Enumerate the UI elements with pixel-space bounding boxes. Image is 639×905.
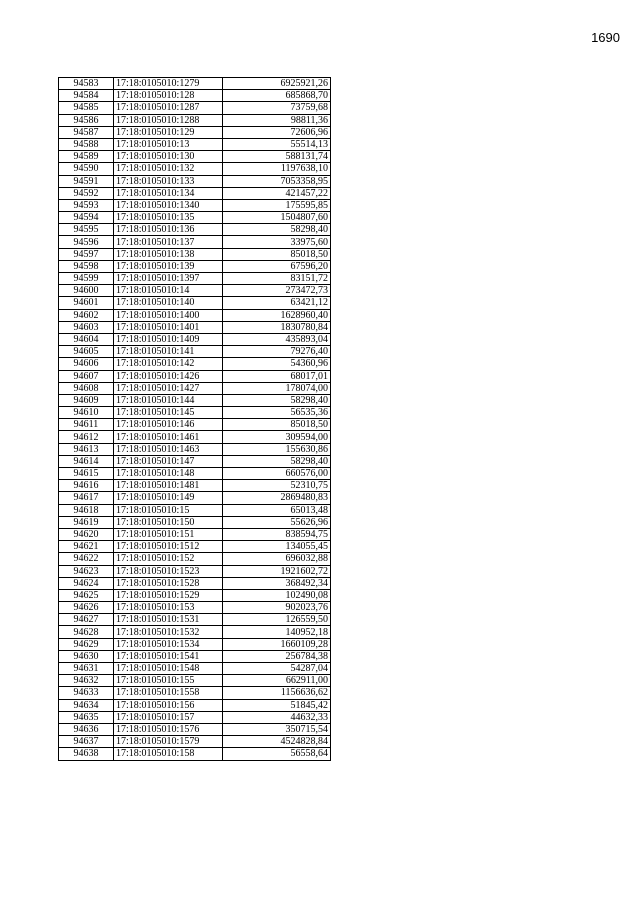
- cadastral-number: 17:18:0105010:1279: [114, 78, 223, 90]
- cadastral-value: 54287,04: [223, 663, 331, 675]
- cadastral-value: 56535,36: [223, 407, 331, 419]
- cadastral-value: 1830780,84: [223, 321, 331, 333]
- row-number: 94593: [59, 199, 114, 211]
- cadastral-value: 79276,40: [223, 346, 331, 358]
- table-row: [59, 407, 331, 419]
- row-number: 94609: [59, 394, 114, 406]
- table-row: [59, 297, 331, 309]
- row-number: 94585: [59, 102, 114, 114]
- cadastral-number: 17:18:0105010:155: [114, 675, 223, 687]
- table-row: [59, 602, 331, 614]
- row-number: 94638: [59, 748, 114, 760]
- row-number: 94633: [59, 687, 114, 699]
- cadastral-value: 44632,33: [223, 711, 331, 723]
- row-number: 94623: [59, 565, 114, 577]
- table-row: [59, 480, 331, 492]
- table-row: [59, 663, 331, 675]
- table-row: [59, 723, 331, 735]
- table-row: [59, 528, 331, 540]
- cadastral-number: 17:18:0105010:15: [114, 504, 223, 516]
- cadastral-number: 17:18:0105010:132: [114, 163, 223, 175]
- table-row: [59, 638, 331, 650]
- cadastral-number: 17:18:0105010:129: [114, 126, 223, 138]
- cadastral-value: 140952,18: [223, 626, 331, 638]
- cadastral-number: 17:18:0105010:1523: [114, 565, 223, 577]
- cadastral-value: 58298,40: [223, 224, 331, 236]
- row-number: 94612: [59, 431, 114, 443]
- row-number: 94625: [59, 589, 114, 601]
- cadastral-value: 309594,00: [223, 431, 331, 443]
- cadastral-number: 17:18:0105010:1534: [114, 638, 223, 650]
- cadastral-value: 1197638,10: [223, 163, 331, 175]
- cadastral-value: 1921602,72: [223, 565, 331, 577]
- row-number: 94589: [59, 151, 114, 163]
- cadastral-value: 256784,38: [223, 650, 331, 662]
- cadastral-number: 17:18:0105010:1427: [114, 382, 223, 394]
- row-number: 94618: [59, 504, 114, 516]
- table-row: [59, 687, 331, 699]
- cadastral-number: 17:18:0105010:1541: [114, 650, 223, 662]
- cadastral-number: 17:18:0105010:145: [114, 407, 223, 419]
- table-row: [59, 553, 331, 565]
- cadastral-number: 17:18:0105010:1426: [114, 370, 223, 382]
- cadastral-number: 17:18:0105010:157: [114, 711, 223, 723]
- table-row: [59, 370, 331, 382]
- cadastral-number: 17:18:0105010:156: [114, 699, 223, 711]
- table-row: [59, 443, 331, 455]
- table-row: [59, 382, 331, 394]
- row-number: 94632: [59, 675, 114, 687]
- cadastral-number: 17:18:0105010:128: [114, 90, 223, 102]
- table-row: [59, 236, 331, 248]
- cadastral-number: 17:18:0105010:1579: [114, 736, 223, 748]
- table-row: [59, 711, 331, 723]
- table-row: [59, 492, 331, 504]
- table-row: [59, 285, 331, 297]
- cadastral-value: 65013,48: [223, 504, 331, 516]
- cadastral-number: 17:18:0105010:1531: [114, 614, 223, 626]
- cadastral-number: 17:18:0105010:1481: [114, 480, 223, 492]
- cadastral-number: 17:18:0105010:13: [114, 138, 223, 150]
- row-number: 94615: [59, 468, 114, 480]
- cadastral-value: 126559,50: [223, 614, 331, 626]
- table-row: [59, 577, 331, 589]
- cadastral-value: 696032,88: [223, 553, 331, 565]
- cadastral-value: 52310,75: [223, 480, 331, 492]
- table-row: [59, 504, 331, 516]
- row-number: 94607: [59, 370, 114, 382]
- table-body: [59, 78, 331, 761]
- table-row: [59, 321, 331, 333]
- table-row: [59, 212, 331, 224]
- table-row: [59, 102, 331, 114]
- cadastral-value: 902023,76: [223, 602, 331, 614]
- cadastral-value: 838594,75: [223, 528, 331, 540]
- cadastral-value: 102490,08: [223, 589, 331, 601]
- cadastral-value: 51845,42: [223, 699, 331, 711]
- table-row: [59, 346, 331, 358]
- table-row: [59, 394, 331, 406]
- cadastral-number: 17:18:0105010:1397: [114, 273, 223, 285]
- row-number: 94636: [59, 723, 114, 735]
- cadastral-number: 17:18:0105010:136: [114, 224, 223, 236]
- row-number: 94631: [59, 663, 114, 675]
- row-number: 94628: [59, 626, 114, 638]
- table-row: [59, 199, 331, 211]
- cadastral-number: 17:18:0105010:1461: [114, 431, 223, 443]
- row-number: 94635: [59, 711, 114, 723]
- table-row: [59, 565, 331, 577]
- cadastral-value: 67596,20: [223, 260, 331, 272]
- table-row: [59, 516, 331, 528]
- cadastral-number: 17:18:0105010:1463: [114, 443, 223, 455]
- cadastral-number: 17:18:0105010:144: [114, 394, 223, 406]
- row-number: 94596: [59, 236, 114, 248]
- cadastral-number: 17:18:0105010:130: [114, 151, 223, 163]
- row-number: 94598: [59, 260, 114, 272]
- cadastral-number: 17:18:0105010:1340: [114, 199, 223, 211]
- cadastral-value: 588131,74: [223, 151, 331, 163]
- cadastral-number: 17:18:0105010:134: [114, 187, 223, 199]
- cadastral-value: 58298,40: [223, 455, 331, 467]
- cadastral-value: 55626,96: [223, 516, 331, 528]
- table-row: [59, 675, 331, 687]
- table-row: [59, 114, 331, 126]
- row-number: 94588: [59, 138, 114, 150]
- row-number: 94621: [59, 541, 114, 553]
- cadastral-number: 17:18:0105010:152: [114, 553, 223, 565]
- cadastral-number: 17:18:0105010:1532: [114, 626, 223, 638]
- cadastral-value: 58298,40: [223, 394, 331, 406]
- cadastral-number: 17:18:0105010:135: [114, 212, 223, 224]
- page-number: 1690: [591, 30, 620, 45]
- row-number: 94619: [59, 516, 114, 528]
- row-number: 94590: [59, 163, 114, 175]
- table-row: [59, 541, 331, 553]
- row-number: 94605: [59, 346, 114, 358]
- cadastral-number: 17:18:0105010:1558: [114, 687, 223, 699]
- cadastral-value: 4524828,84: [223, 736, 331, 748]
- row-number: 94594: [59, 212, 114, 224]
- table-row: [59, 309, 331, 321]
- cadastral-value: 273472,73: [223, 285, 331, 297]
- row-number: 94614: [59, 455, 114, 467]
- row-number: 94608: [59, 382, 114, 394]
- cadastral-value: 155630,86: [223, 443, 331, 455]
- cadastral-value: 85018,50: [223, 419, 331, 431]
- cadastral-value: 54360,96: [223, 358, 331, 370]
- cadastral-value: 1156636,62: [223, 687, 331, 699]
- row-number: 94591: [59, 175, 114, 187]
- table-row: [59, 187, 331, 199]
- cadastral-number: 17:18:0105010:1512: [114, 541, 223, 553]
- cadastral-value: 1628960,40: [223, 309, 331, 321]
- cadastral-value: 2869480,83: [223, 492, 331, 504]
- table-row: [59, 699, 331, 711]
- table-row: [59, 163, 331, 175]
- cadastral-value: 98811,36: [223, 114, 331, 126]
- cadastral-number: 17:18:0105010:1528: [114, 577, 223, 589]
- cadastral-value: 7053358,95: [223, 175, 331, 187]
- cadastral-value: 1660109,28: [223, 638, 331, 650]
- cadastral-value: 660576,00: [223, 468, 331, 480]
- cadastral-value: 1504807,60: [223, 212, 331, 224]
- cadastral-value: 421457,22: [223, 187, 331, 199]
- cadastral-number: 17:18:0105010:1400: [114, 309, 223, 321]
- table-row: [59, 78, 331, 90]
- row-number: 94606: [59, 358, 114, 370]
- cadastral-value: 685868,70: [223, 90, 331, 102]
- cadastral-number: 17:18:0105010:139: [114, 260, 223, 272]
- row-number: 94587: [59, 126, 114, 138]
- cadastral-value: 435893,04: [223, 333, 331, 345]
- row-number: 94592: [59, 187, 114, 199]
- cadastral-number: 17:18:0105010:150: [114, 516, 223, 528]
- cadastral-value: 175595,85: [223, 199, 331, 211]
- cadastral-value: 85018,50: [223, 248, 331, 260]
- table-row: [59, 589, 331, 601]
- row-number: 94626: [59, 602, 114, 614]
- cadastral-number: 17:18:0105010:140: [114, 297, 223, 309]
- cadastral-table: [58, 77, 331, 761]
- cadastral-number: 17:18:0105010:133: [114, 175, 223, 187]
- table-row: [59, 333, 331, 345]
- cadastral-value: 33975,60: [223, 236, 331, 248]
- cadastral-value: 350715,54: [223, 723, 331, 735]
- table-row: [59, 468, 331, 480]
- cadastral-value: 63421,12: [223, 297, 331, 309]
- row-number: 94586: [59, 114, 114, 126]
- row-number: 94637: [59, 736, 114, 748]
- cadastral-number: 17:18:0105010:1576: [114, 723, 223, 735]
- row-number: 94597: [59, 248, 114, 260]
- row-number: 94627: [59, 614, 114, 626]
- cadastral-number: 17:18:0105010:142: [114, 358, 223, 370]
- table-row: [59, 248, 331, 260]
- cadastral-number: 17:18:0105010:149: [114, 492, 223, 504]
- cadastral-value: 55514,13: [223, 138, 331, 150]
- row-number: 94603: [59, 321, 114, 333]
- table-row: [59, 224, 331, 236]
- table-row: [59, 748, 331, 760]
- cadastral-value: 83151,72: [223, 273, 331, 285]
- table-row: [59, 175, 331, 187]
- cadastral-number: 17:18:0105010:151: [114, 528, 223, 540]
- cadastral-number: 17:18:0105010:141: [114, 346, 223, 358]
- table-row: [59, 626, 331, 638]
- table-row: [59, 138, 331, 150]
- row-number: 94610: [59, 407, 114, 419]
- cadastral-value: 72606,96: [223, 126, 331, 138]
- cadastral-value: 6925921,26: [223, 78, 331, 90]
- cadastral-value: 73759,68: [223, 102, 331, 114]
- table-row: [59, 736, 331, 748]
- table-row: [59, 90, 331, 102]
- table-row: [59, 126, 331, 138]
- cadastral-number: 17:18:0105010:146: [114, 419, 223, 431]
- row-number: 94599: [59, 273, 114, 285]
- row-number: 94630: [59, 650, 114, 662]
- cadastral-number: 17:18:0105010:153: [114, 602, 223, 614]
- cadastral-number: 17:18:0105010:147: [114, 455, 223, 467]
- row-number: 94617: [59, 492, 114, 504]
- cadastral-value: 68017,01: [223, 370, 331, 382]
- cadastral-value: 662911,00: [223, 675, 331, 687]
- cadastral-value: 56558,64: [223, 748, 331, 760]
- cadastral-number: 17:18:0105010:148: [114, 468, 223, 480]
- cadastral-number: 17:18:0105010:1409: [114, 333, 223, 345]
- table-row: [59, 650, 331, 662]
- row-number: 94622: [59, 553, 114, 565]
- row-number: 94604: [59, 333, 114, 345]
- cadastral-number: 17:18:0105010:138: [114, 248, 223, 260]
- row-number: 94613: [59, 443, 114, 455]
- cadastral-number: 17:18:0105010:1401: [114, 321, 223, 333]
- row-number: 94624: [59, 577, 114, 589]
- cadastral-value: 134055,45: [223, 541, 331, 553]
- table-row: [59, 614, 331, 626]
- cadastral-number: 17:18:0105010:1529: [114, 589, 223, 601]
- row-number: 94600: [59, 285, 114, 297]
- table-row: [59, 273, 331, 285]
- cadastral-number: 17:18:0105010:1548: [114, 663, 223, 675]
- table-row: [59, 151, 331, 163]
- row-number: 94634: [59, 699, 114, 711]
- row-number: 94601: [59, 297, 114, 309]
- table-row: [59, 358, 331, 370]
- cadastral-value: 368492,34: [223, 577, 331, 589]
- row-number: 94620: [59, 528, 114, 540]
- row-number: 94629: [59, 638, 114, 650]
- cadastral-number: 17:18:0105010:137: [114, 236, 223, 248]
- cadastral-number: 17:18:0105010:1288: [114, 114, 223, 126]
- row-number: 94611: [59, 419, 114, 431]
- row-number: 94602: [59, 309, 114, 321]
- cadastral-value: 178074,00: [223, 382, 331, 394]
- row-number: 94616: [59, 480, 114, 492]
- cadastral-number: 17:18:0105010:1287: [114, 102, 223, 114]
- table-row: [59, 419, 331, 431]
- table-row: [59, 431, 331, 443]
- table-row: [59, 260, 331, 272]
- table-row: [59, 455, 331, 467]
- row-number: 94583: [59, 78, 114, 90]
- row-number: 94595: [59, 224, 114, 236]
- cadastral-number: 17:18:0105010:158: [114, 748, 223, 760]
- cadastral-number: 17:18:0105010:14: [114, 285, 223, 297]
- row-number: 94584: [59, 90, 114, 102]
